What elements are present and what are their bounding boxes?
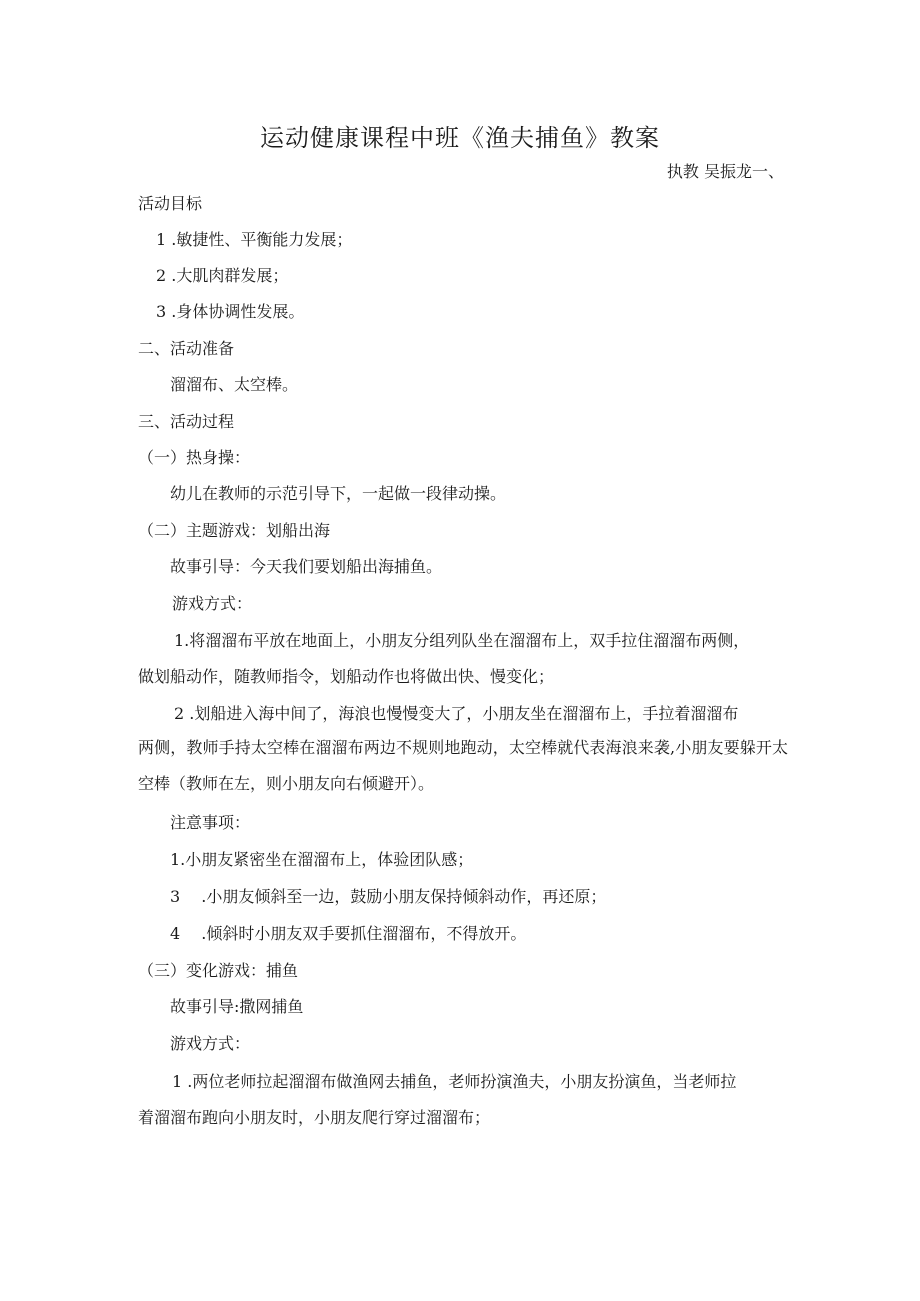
main-game-story: 故事引导：今天我们要划船出海捕鱼。 xyxy=(170,557,443,576)
objective-item: 2 .大肌肉群发展； xyxy=(156,266,289,285)
section1-heading: 活动目标 xyxy=(138,194,203,213)
variation-game-step1-first: 1 .两位老师拉起溜溜布做渔网去捕鱼，老师扮演渔夫，小朋友扮演鱼，当老师拉 xyxy=(172,1072,737,1091)
main-game-heading: （二）主题游戏：划船出海 xyxy=(138,521,331,540)
main-game-step1-first: 1.将溜溜布平放在地面上，小朋友分组列队坐在溜溜布上，双手拉住溜溜布两侧， xyxy=(174,631,750,650)
section3-heading: 三、活动过程 xyxy=(138,412,235,431)
objective-item: 1 .敏捷性、平衡能力发展； xyxy=(156,230,353,249)
note-item: 4 .倾斜时小朋友双手要抓住溜溜布，不得放开。 xyxy=(170,924,527,943)
variation-game-story: 故事引导:撒网捕鱼 xyxy=(170,997,304,1016)
section2-heading: 二、活动准备 xyxy=(138,339,235,358)
main-game-step2-rest: 两侧，教师手持太空棒在溜溜布两边不规则地跑动，太空棒就代表海浪来袭,小朋友要躲开太空棒（教师在左，则小朋友向右倾避开）。 xyxy=(138,738,788,793)
variation-game-heading: （三）变化游戏：捕鱼 xyxy=(138,961,299,980)
main-game-step2-first: 2 .划船进入海中间了，海浪也慢慢变大了，小朋友坐在溜溜布上，手拉着溜溜布 xyxy=(174,704,739,723)
section2-content: 溜溜布、太空棒。 xyxy=(170,375,299,394)
note-item: 1.小朋友紧密坐在溜溜布上，体验团队感； xyxy=(170,850,474,869)
main-game-method-label: 游戏方式： xyxy=(172,594,253,613)
main-game-step1-rest: 做划船动作，随教师指令，划船动作也将做出快、慢变化； xyxy=(138,667,555,686)
document-title: 运动健康课程中班《渔夫捕鱼》教案 xyxy=(260,124,660,152)
variation-game-step1-rest: 着溜溜布跑向小朋友时，小朋友爬行穿过溜溜布； xyxy=(138,1108,491,1127)
objective-item: 3 .身体协调性发展。 xyxy=(156,302,305,321)
note-item: 3 .小朋友倾斜至一边，鼓励小朋友保持倾斜动作，再还原； xyxy=(170,887,607,906)
warmup-content: 幼儿在教师的示范引导下，一起做一段律动操。 xyxy=(170,484,507,503)
author-line: 执教 吴振龙一、 xyxy=(666,162,784,181)
variation-game-method-label: 游戏方式： xyxy=(170,1034,251,1053)
notes-label: 注意事项： xyxy=(170,813,251,832)
warmup-heading: （一）热身操： xyxy=(138,448,251,467)
